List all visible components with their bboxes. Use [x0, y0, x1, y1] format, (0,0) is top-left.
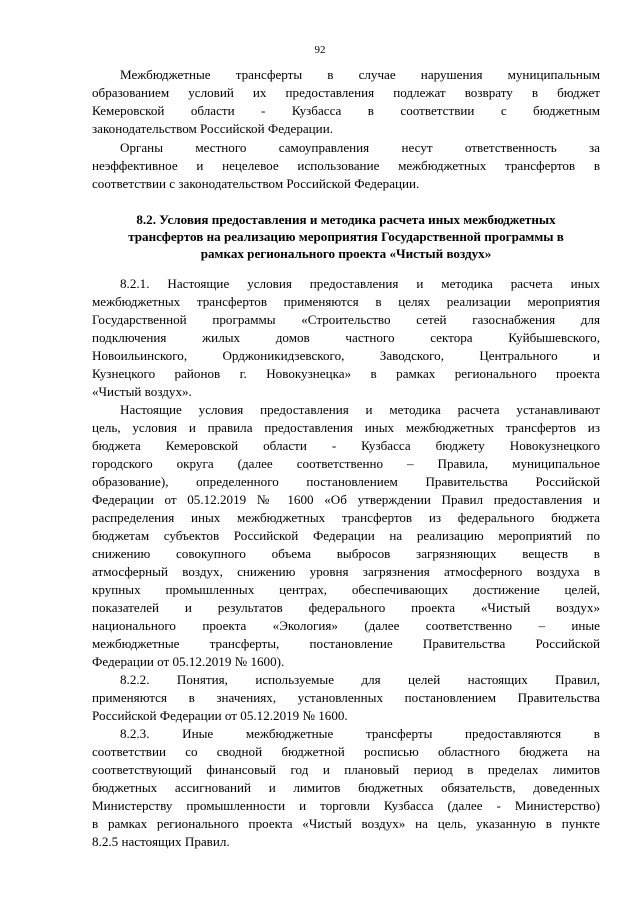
- text-line: 8.2.1. Настоящие условия предоставления и методика расчета иных: [120, 276, 600, 291]
- text-line: образование), определенного постановлением Правительства Российской: [92, 474, 600, 489]
- text-line: Кемеровской области - Кузбасса в соответствии с бюджетным: [92, 103, 600, 118]
- text-line: показателей и результатов федерального проекта «Чистый воздух»: [92, 600, 600, 615]
- text-line: цель, условия и правила предоставления иных межбюджетных трансфертов из: [92, 420, 600, 435]
- text-line: применяются в значениях, установленных постановлением Правительства: [92, 690, 600, 705]
- paragraph-transfer-return: [92, 66, 600, 138]
- heading-line: рамках регионального проекта «Чистый воздух»: [200, 246, 492, 261]
- text-line: Государственной программы «Строительство сетей газоснабжения для: [92, 312, 600, 327]
- heading-line: трансфертов на реализацию мероприятия Государственной программы в: [128, 229, 564, 244]
- text-line: распределения иных межбюджетных трансфертов из федерального бюджета: [92, 510, 600, 525]
- text-line: снижению совокупного объема выбросов загрязняющих веществ в: [92, 546, 600, 561]
- text-line: городского округа (далее соответственно – Правила, муниципальное: [92, 456, 600, 471]
- text-line: подключения жилых домов частного сектора Куйбышевского,: [92, 330, 600, 345]
- text-line: Органы местного самоуправления несут ответственность за: [120, 140, 600, 155]
- text-line: Настоящие условия предоставления и методика расчета устанавливают: [120, 402, 600, 417]
- text-line: неэффективное и нецелевое использование межбюджетных трансфертов в: [92, 158, 600, 173]
- paragraph-8-2-2: [92, 671, 600, 725]
- text-line: Межбюджетные трансферты в случае нарушения муниципальным: [120, 67, 600, 82]
- text-line: бюджета Кемеровской области - Кузбасса бюджету Новокузнецкого: [92, 438, 600, 453]
- text-line: национального проекта «Экология» (далее соответственно – иные: [92, 618, 600, 633]
- text-line: 8.2.2. Понятия, используемые для целей настоящих Правил,: [120, 672, 600, 687]
- section-heading: [92, 211, 600, 262]
- text-line: бюджетам субъектов Российской Федерации на реализацию мероприятий по: [92, 528, 600, 543]
- text-line: Федерации от 05.12.2019 № 1600).: [92, 654, 285, 669]
- text-line: 8.2.3. Иные межбюджетные трансферты предоставляются в: [120, 726, 600, 741]
- text-line: в рамках регионального проекта «Чистый воздух» на цель, указанную в пункте: [92, 816, 600, 831]
- text-line: соответствующий финансовый год и плановый период в пределах лимитов: [92, 762, 600, 777]
- paragraph-conditions-purpose: [92, 401, 600, 671]
- text-line: атмосферный воздух, снижению уровня загрязнения атмосферного воздуха в: [92, 564, 600, 579]
- text-line: крупных промышленных центрах, обеспечивающих достижение целей,: [92, 582, 600, 597]
- text-line: Новоильинского, Орджоникидзевского, Заводского, Центрального и: [92, 348, 600, 363]
- text-line: 8.2.5 настоящих Правил.: [92, 834, 230, 849]
- text-line: межбюджетных трансфертов применяются в целях реализации мероприятия: [92, 294, 600, 309]
- text-line: образованием условий их предоставления подлежат возврату в бюджет: [92, 85, 600, 100]
- page-number: 92: [314, 44, 326, 56]
- text-line: законодательством Российской Федерации.: [92, 121, 333, 136]
- paragraph-8-2-3: [92, 725, 600, 851]
- heading-line: 8.2. Условия предоставления и методика расчета иных межбюджетных: [136, 212, 556, 227]
- text-line: Министерству промышленности и торговли Кузбасса (далее - Министерство): [92, 798, 600, 813]
- text-line: бюджетных ассигнований и лимитов бюджетных обязательств, доведенных: [92, 780, 600, 795]
- text-line: «Чистый воздух».: [92, 384, 192, 399]
- text-line: Кузнецкого районов г. Новокузнецка» в рамках регионального проекта: [92, 366, 600, 381]
- paragraph-responsibility: [92, 139, 600, 193]
- paragraph-8-2-1: [92, 275, 600, 401]
- text-line: Российской Федерации от 05.12.2019 № 1600.: [92, 708, 348, 723]
- text-line: межбюджетные трансферты, постановление Правительства Российской: [92, 636, 600, 651]
- text-line: Федерации от 05.12.2019 № 1600 «Об утверждении Правил предоставления и: [92, 492, 600, 507]
- text-line: соответствии со сводной бюджетной росписью областного бюджета на: [92, 744, 600, 759]
- text-line: соответствии с законодательством Российской Федерации.: [92, 176, 420, 191]
